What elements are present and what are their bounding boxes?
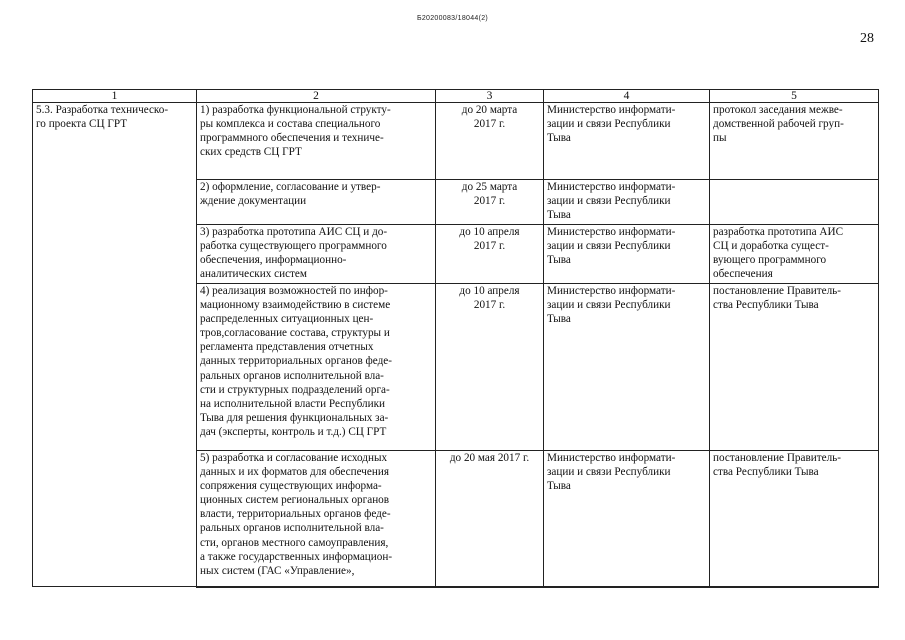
task-text: 2) оформление, согласование и утвер- ждение документации: [200, 181, 381, 208]
result-text: постановление Правитель- ства Республики Тыва: [713, 452, 841, 479]
task-text: 5) разработка и согласование исходных данных и их форматов для обеспечения сопряжения существующих информа- ционных систем региональных органов власти, территориальных органов феде- ральных органов исполнительной вла- сти, органов местного самоуправления, а также государственных информацион- ных систем (ГАС «Управление»,: [200, 452, 393, 577]
schedule-table: [32, 89, 879, 588]
task-cell: [197, 451, 436, 587]
table-row: [33, 103, 879, 180]
responsible-text: Министерство информати- зации и связи Республики Тыва: [547, 285, 676, 326]
deadline-text: до 20 марта 2017 г.: [461, 104, 518, 131]
responsible-text: Министерство информати- зации и связи Республики Тыва: [547, 181, 676, 222]
deadline-text: до 25 марта 2017 г.: [461, 181, 518, 208]
deadline-cell: [436, 180, 544, 225]
responsible-text: Министерство информати- зации и связи Республики Тыва: [547, 226, 676, 267]
responsible-cell: [544, 225, 710, 284]
result-cell: [710, 103, 879, 180]
result-cell: [710, 225, 879, 284]
deadline-text: до 10 апреля 2017 г.: [459, 285, 520, 312]
deadline-cell: [436, 284, 544, 451]
column-header: 3: [436, 90, 544, 103]
result-cell: [710, 180, 879, 225]
result-text: протокол заседания межве- домственной рабочей груп- пы: [713, 104, 844, 145]
responsible-text: Министерство информати- зации и связи Республики Тыва: [547, 104, 676, 145]
document-id: Б20200083/18044(2): [416, 15, 489, 22]
task-cell: [197, 103, 436, 180]
section-title: 5.3. Разработка техническо- го проекта СЦ ГРТ: [36, 104, 169, 131]
deadline-text: до 20 мая 2017 г.: [449, 452, 530, 464]
page-number: 28: [860, 31, 874, 46]
deadline-cell: [436, 103, 544, 180]
result-cell: [710, 451, 879, 587]
task-cell: [197, 225, 436, 284]
responsible-cell: [544, 284, 710, 451]
responsible-text: Министерство информати- зации и связи Республики Тыва: [547, 452, 676, 493]
result-text: разработка прототипа АИС СЦ и доработка сущест- вующего программного обеспечения: [713, 226, 844, 281]
deadline-cell: [436, 225, 544, 284]
section-cell: [33, 103, 197, 587]
result-text: постановление Правитель- ства Республики Тыва: [713, 285, 841, 312]
task-cell: [197, 284, 436, 451]
result-cell: [710, 284, 879, 451]
column-header: 2: [197, 90, 436, 103]
responsible-cell: [544, 451, 710, 587]
header-row: [33, 90, 879, 103]
deadline-cell: [436, 451, 544, 587]
task-cell: [197, 180, 436, 225]
task-text: 1) разработка функциональной структу- ры комплекса и состава специального программного обеспечения и техниче- ских средств СЦ ГРТ: [200, 104, 391, 159]
responsible-cell: [544, 103, 710, 180]
deadline-text: до 10 апреля 2017 г.: [459, 226, 520, 253]
column-header: 1: [33, 90, 197, 103]
responsible-cell: [544, 180, 710, 225]
task-text: 3) разработка прототипа АИС СЦ и до- работка существующего программного обеспечения, информационно- аналитических систем: [200, 226, 388, 281]
task-text: 4) реализация возможностей по инфор- мационному взаимодействию в системе распределенных ситуационных цен- тров,согласование состава, структуры и регламента представления отчетных данных территориальных органов феде- ральных органов исполнительной вла- сти и структурных подразделений орга- на исполнительной власти Республики Тыва для решения функциональных за- дач (эксперты, контроль и т.д.) СЦ ГРТ: [200, 285, 392, 438]
column-header: 5: [710, 90, 879, 103]
column-header: 4: [544, 90, 710, 103]
